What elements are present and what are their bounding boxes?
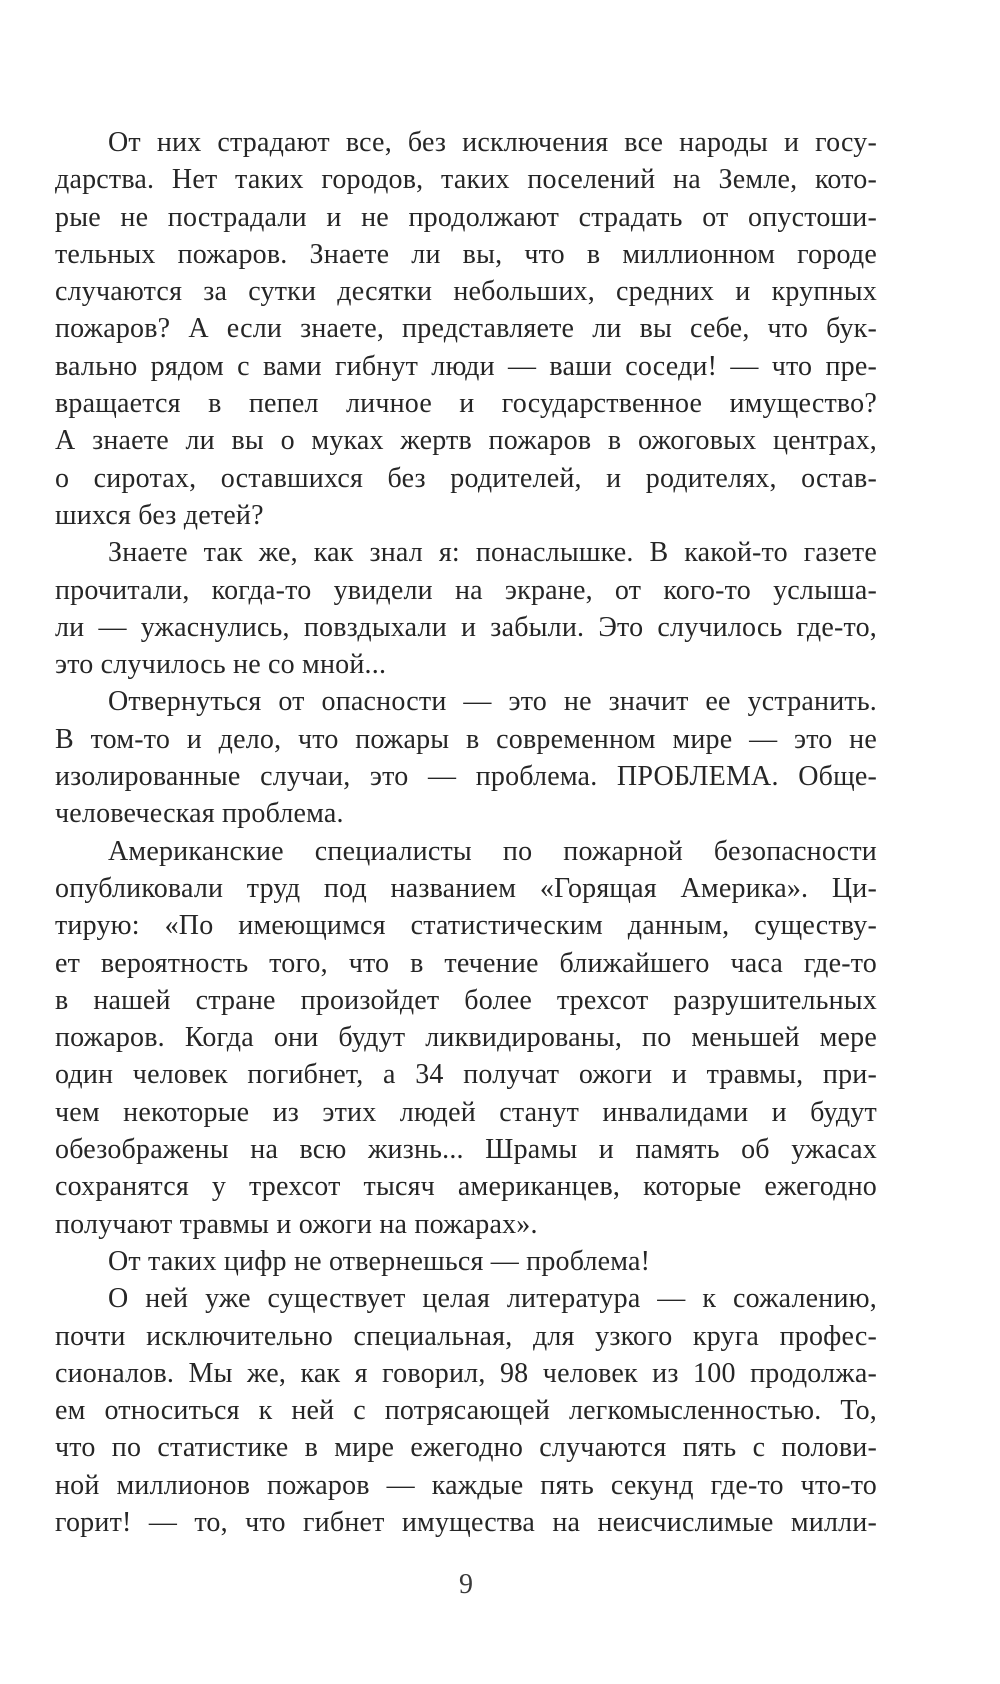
text-line: Отвернуться от опасности — это не значит ее устранить. [108, 686, 877, 718]
text-line: пожаров? А если знаете, представляете ли вы себе, что бук- [55, 313, 877, 345]
text-line: ной миллионов пожаров — каждые пять секунд где-то что-то [55, 1469, 877, 1501]
text-line: шихся без детей? [55, 499, 264, 531]
text-line: получают травмы и ожоги на пожарах». [55, 1208, 538, 1240]
text-line: тельных пожаров. Знаете ли вы, что в миллионном городе [55, 238, 877, 270]
text-line: это случилось не со мной... [55, 649, 387, 681]
text-line: сохранятся у трехсот тысяч американцев, которые ежегодно [55, 1171, 877, 1203]
text-line: А знаете ли вы о муках жертв пожаров в ожоговых центрах, [55, 425, 877, 457]
text-line: обезображены на всю жизнь... Шрамы и память об ужасах [55, 1134, 877, 1166]
text-line: ли — ужаснулись, повздыхали и забыли. Это случилось где-то, [55, 611, 877, 643]
text-line: изолированные случаи, это — проблема. ПРОБЛЕМА. Обще- [55, 761, 877, 793]
text-line: опубликовали труд под названием «Горящая Америка». Ци- [55, 872, 877, 904]
text-line: В том-то и дело, что пожары в современном мире — это не [55, 723, 877, 755]
text-line: рые не пострадали и не продолжают страдать от опустоши- [55, 201, 877, 233]
text-line: дарства. Нет таких городов, таких поселений на Земле, кото- [55, 164, 877, 196]
text-line: один человек погибнет, а 34 получат ожоги и травмы, при- [55, 1059, 877, 1091]
text-line: ет вероятность того, что в течение ближайшего часа где-то [55, 947, 877, 979]
text-line: От таких цифр не отвернешься — проблема! [108, 1245, 651, 1277]
text-line: в нашей стране произойдет более трехсот разрушительных [55, 984, 877, 1016]
paragraph [55, 1243, 877, 1280]
text-line: прочитали, когда-то увидели на экране, от кого-то услыша- [55, 574, 877, 606]
text-line: Знаете так же, как знал я: понаслышке. В какой-то газете [108, 537, 877, 569]
text-line: тирую: «По имеющимся статистическим данным, существу- [55, 910, 877, 942]
text-line: вращается в пепел личное и государственное имущество? [55, 388, 877, 420]
text-line: случаются за сутки десятки небольших, средних и крупных [55, 276, 877, 308]
paragraph [55, 683, 877, 832]
text-line: почти исключительно специальная, для узкого круга профес- [55, 1320, 877, 1352]
text-line: От них страдают все, без исключения все народы и госу- [108, 127, 877, 158]
paragraph [55, 124, 877, 534]
text-line: горит! — то, что гибнет имущества на неисчислимые милли- [55, 1506, 877, 1538]
text-line: ем относиться к ней с потрясающей легкомысленностью. То, [55, 1395, 877, 1427]
text-line: о сиротах, оставшихся без родителей, и родителях, остав- [55, 462, 877, 494]
text-line: сионалов. Мы же, как я говорил, 98 человек из 100 продолжа- [55, 1357, 877, 1389]
text-line: чем некоторые из этих людей станут инвалидами и будут [55, 1096, 877, 1128]
text-block [55, 124, 877, 1541]
text-line: вально рядом с вами гибнут люди — ваши соседи! — что пре- [55, 350, 877, 382]
paragraph [55, 534, 877, 683]
paragraph [55, 1280, 877, 1541]
text-line: Американские специалисты по пожарной безопасности [108, 835, 877, 867]
text-line: человеческая проблема. [55, 798, 344, 830]
text-line: пожаров. Когда они будут ликвидированы, по меньшей мере [55, 1022, 877, 1054]
text-line: что по статистике в мире ежегодно случаются пять с полови- [55, 1432, 877, 1464]
text-line: О ней уже существует целая литература — к сожалению, [108, 1283, 877, 1315]
page-number: 9 [459, 1569, 473, 1600]
paragraph [55, 833, 877, 1243]
